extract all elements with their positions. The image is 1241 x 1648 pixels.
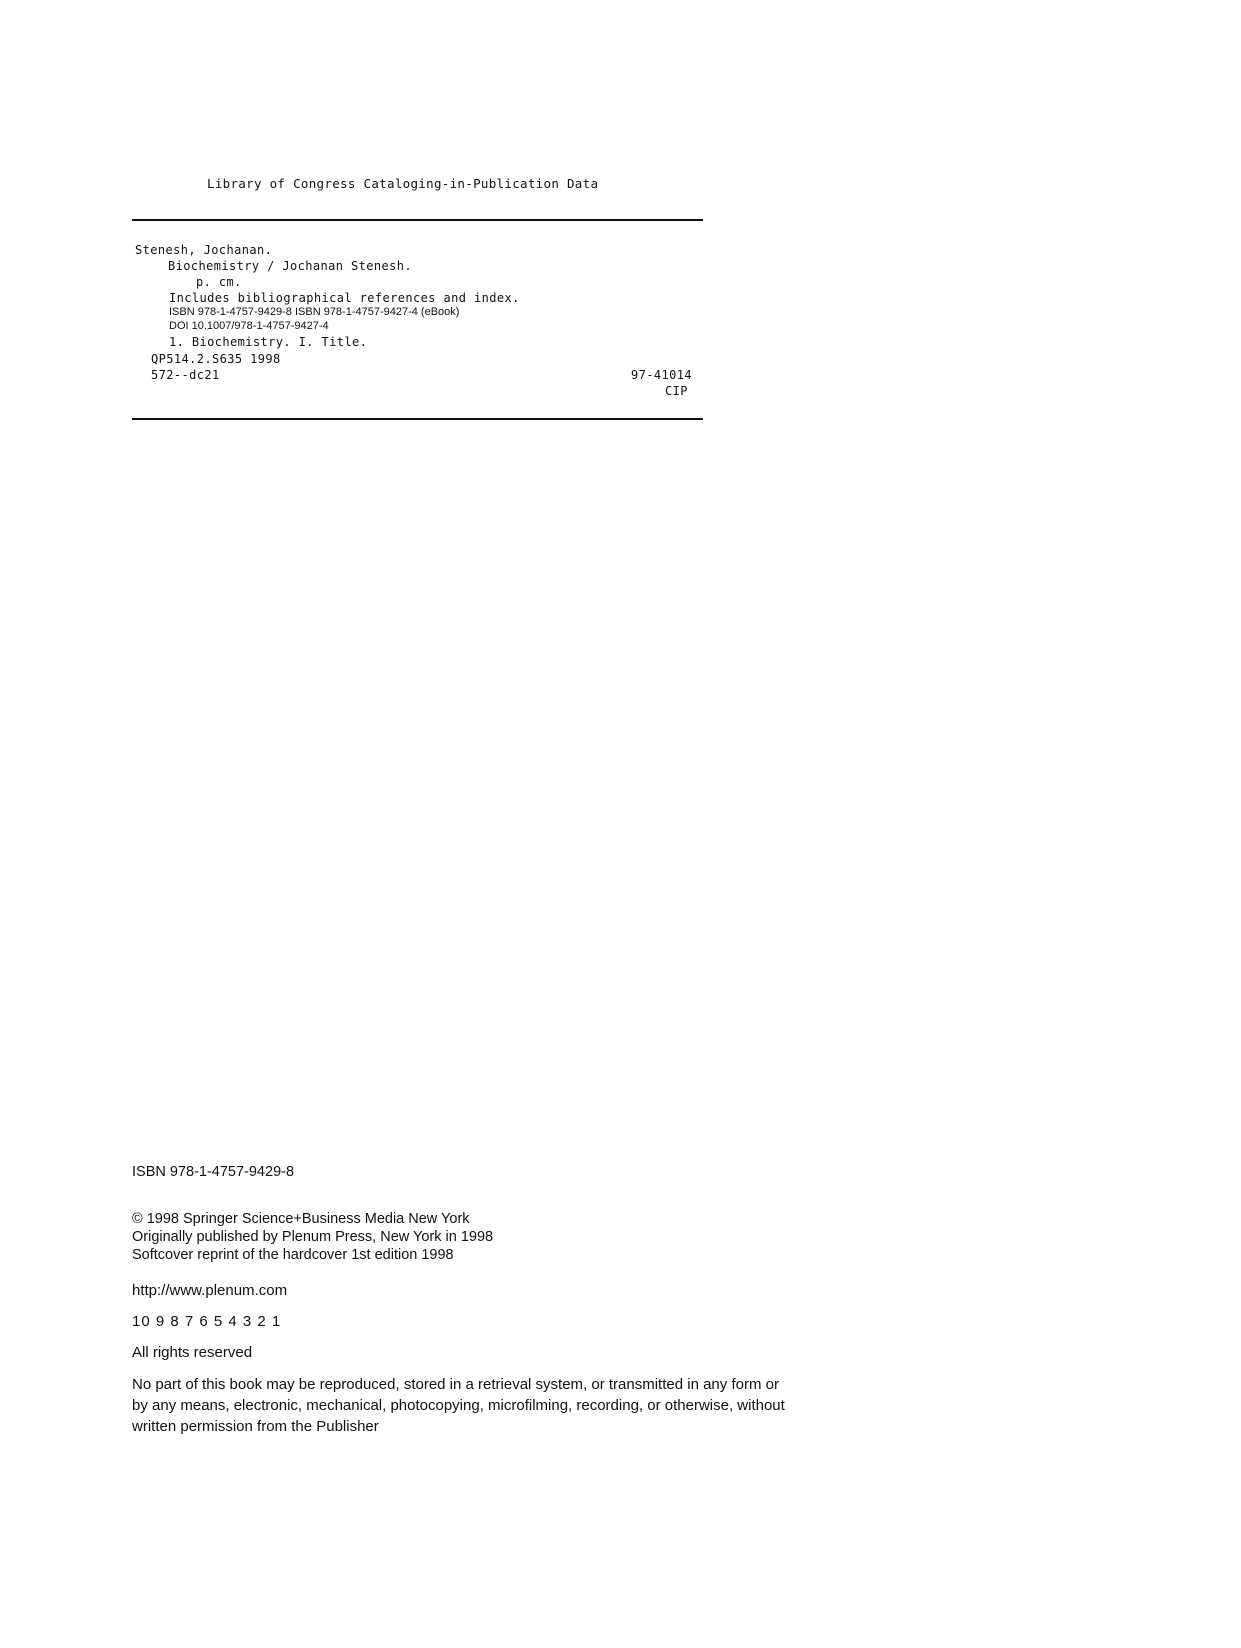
cip-dewey: 572--dc21 — [151, 368, 220, 382]
cip-subjects: 1. Biochemistry. I. Title. — [169, 335, 368, 349]
cip-isbns: ISBN 978-1-4757-9429-8 ISBN 978-1-4757-9427-4 (eBook) — [169, 306, 460, 318]
cip-notes: Includes bibliographical references and index. — [169, 291, 520, 305]
cip-lc-call: QP514.2.S635 1998 — [151, 352, 281, 366]
notice-line: written permission from the Publisher — [132, 1418, 379, 1435]
rights-statement: All rights reserved — [132, 1344, 253, 1361]
reprint-line: Softcover reprint of the hardcover 1st edition 1998 — [132, 1247, 454, 1263]
cip-doi: DOI 10.1007/978-1-4757-9427-4 — [169, 320, 329, 332]
notice-line: by any means, electronic, mechanical, photocopying, microfilming, recording, or otherwise, without — [132, 1397, 785, 1414]
printing-line: 10 9 8 7 6 5 4 3 2 1 — [132, 1313, 282, 1330]
reproduction-notice — [132, 1374, 785, 1437]
copyright-block — [132, 1210, 493, 1264]
cip-lccn: 97-41014 — [631, 368, 692, 382]
original-publisher-line: Originally published by Plenum Press, New York in 1998 — [132, 1229, 494, 1245]
cip-top-rule — [132, 219, 703, 221]
copyright-line: © 1998 Springer Science+Business Media New York — [132, 1211, 470, 1227]
publisher-url: http://www.plenum.com — [132, 1282, 288, 1299]
cip-heading: Library of Congress Cataloging-in-Publication Data — [207, 176, 599, 191]
notice-line: No part of this book may be reproduced, stored in a retrieval system, or transmitted in any form or — [132, 1376, 779, 1393]
isbn-main: ISBN 978-1-4757-9429-8 — [132, 1164, 295, 1180]
cip-bottom-rule — [132, 418, 703, 420]
cip-physical: p. cm. — [196, 275, 242, 289]
cip-label: CIP — [665, 384, 688, 398]
cip-title-line: Biochemistry / Jochanan Stenesh. — [168, 259, 412, 273]
cip-author: Stenesh, Jochanan. — [135, 243, 273, 257]
